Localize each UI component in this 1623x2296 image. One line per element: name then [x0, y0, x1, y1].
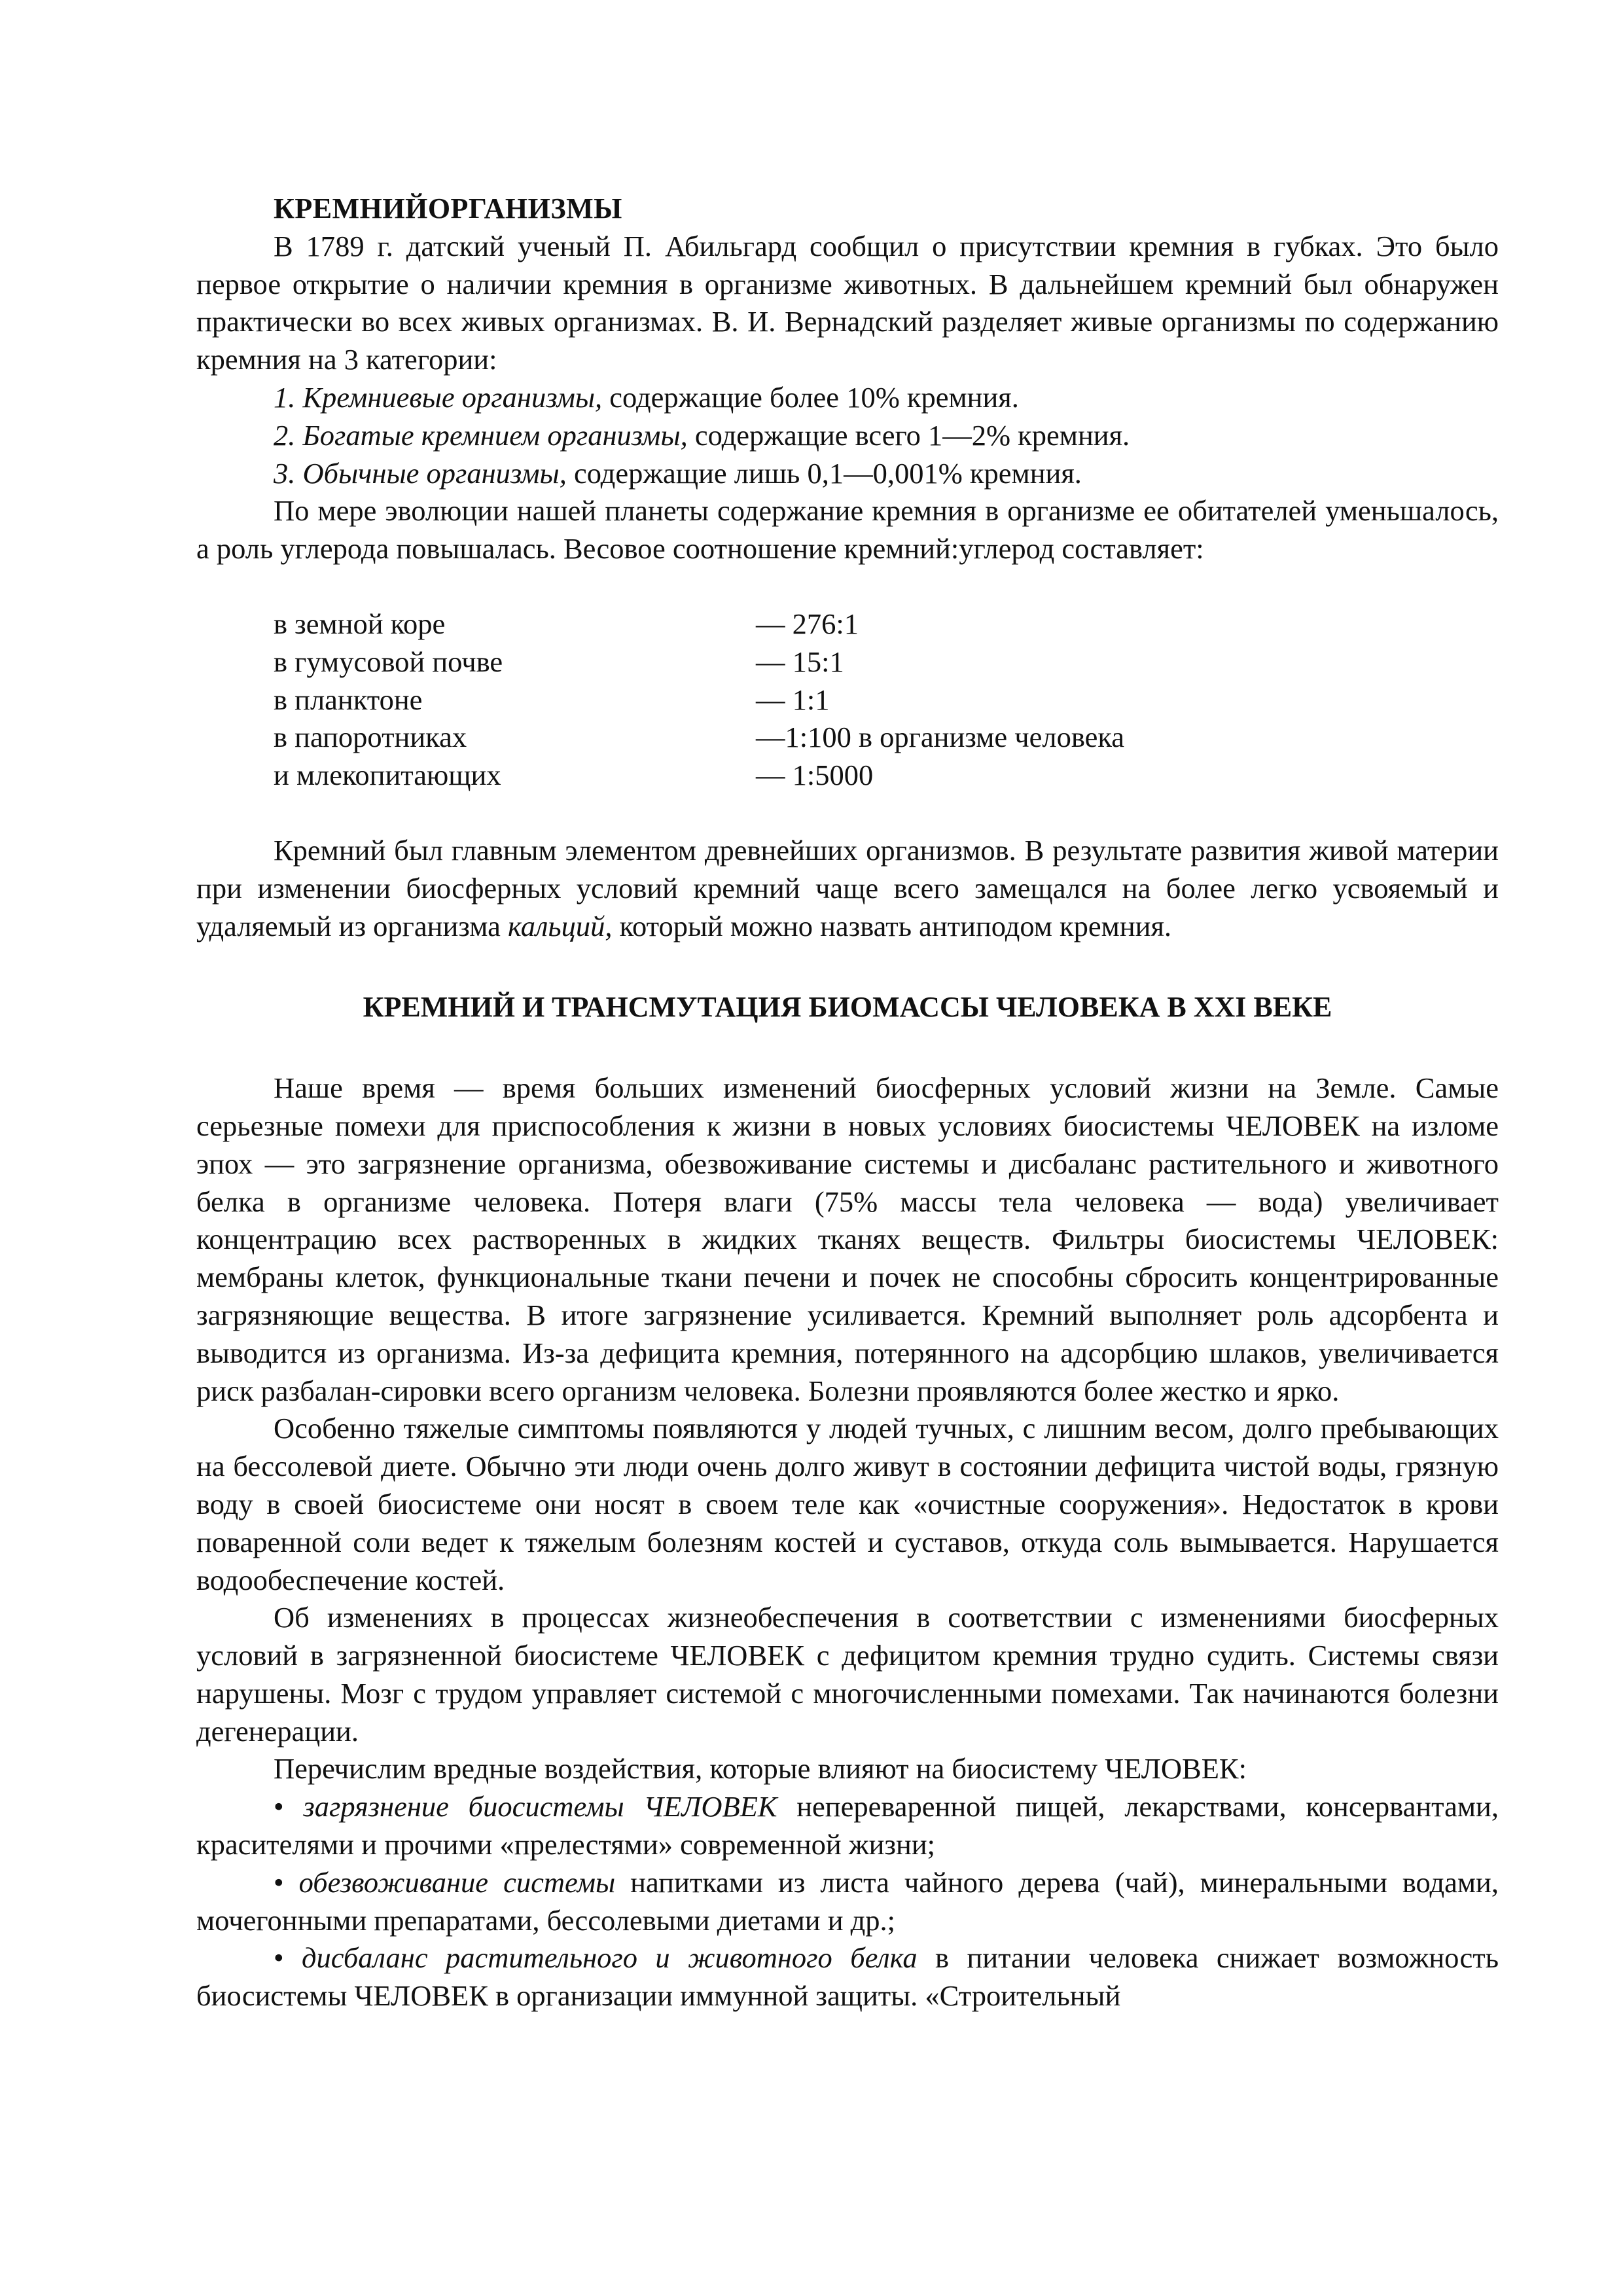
ratio-value: — 276:1	[756, 607, 859, 640]
category-text: содержащие лишь 0,1—0,001% кремния.	[566, 456, 1082, 490]
bullet-item	[196, 1864, 1499, 1940]
category-text: содержащие всего 1—2% кремния.	[687, 418, 1130, 452]
bullet-term: дисбаланс растительного и животного белка	[302, 1941, 918, 1975]
category-text: содержащие более 10% кремния.	[602, 380, 1019, 414]
ratio-label: в земной коре	[274, 607, 446, 640]
bullet-text: напитками из листа чайного дерева (чай), минеральными водами, мочегонными препаратами, бессолевыми диетами и др.;	[196, 1865, 1499, 1937]
section-title-silicon-organisms: КРЕМНИЙОРГАНИЗМЫ	[274, 192, 622, 224]
bullet-term: обезвоживание системы	[298, 1865, 616, 1899]
category-term: 2. Богатые кремнием организмы,	[274, 418, 688, 452]
evolution-paragraph: По мере эволюции нашей планеты содержание кремния в организме ее обитателей уменьшалось, а роль углерода повышалась. Весовое соотношение кремний:углерод составляет:	[196, 494, 1499, 565]
bullet-mark: •	[274, 1941, 302, 1975]
ratio-row	[274, 643, 1124, 681]
bullet-text: непереваренной пищей, лекарствами, консервантами, красителями и прочими «прелестями» современной жизни;	[196, 1790, 1499, 1861]
bullet-term: загрязнение биосистемы ЧЕЛОВЕК	[303, 1790, 777, 1823]
ratio-row	[274, 605, 1124, 643]
ratio-value: — 1:1	[756, 683, 830, 716]
calcium-term: кальций,	[508, 909, 613, 942]
ratio-label: в папоротниках	[274, 721, 467, 754]
intro-paragraph: В 1789 г. датский ученый П. Абильгард сообщил о присутствии кремния в губках. Это было первое открытие о наличии кремния в организме животных. В дальнейшем кремний был обнаружен практически во всех живых организмах. В. И. Вернадский разделяет живые организмы по содержанию кремния на 3 категории:	[196, 229, 1499, 376]
ratio-table	[274, 605, 1124, 795]
category-term: 1. Кремниевые организмы,	[274, 380, 603, 414]
ratio-label: в планктоне	[274, 683, 423, 716]
bullet-item	[196, 1788, 1499, 1864]
section-title-transmutation: КРЕМНИЙ И ТРАНСМУТАЦИЯ БИОМАССЫ ЧЕЛОВЕКА В XXI ВЕКЕ	[363, 991, 1332, 1024]
bullet-text: в питании человека снижает возможность биосистемы ЧЕЛОВЕК в организации иммунной защиты. «Строительный	[196, 1941, 1499, 2013]
body-paragraph: Особенно тяжелые симптомы появляются у людей тучных, с лишним весом, долго пребывающих на бессолевой диете. Обычно эти люди очень долго живут в состоянии дефицита чистой воды, грязную воду в своей биосистеме они носят в своем теле как «очистные сооружения». Недостаток в крови поваренной соли ведет к тяжелым болезням костей и суставов, откуда соль вымывается. Нарушается водообеспечение костей.	[196, 1412, 1499, 1596]
bullet-item	[196, 1939, 1499, 2015]
category-item	[196, 417, 1499, 455]
category-term: 3. Обычные организмы,	[274, 456, 567, 490]
document-page	[196, 190, 1499, 2015]
conclusion-text-end: который можно назвать антиподом кремния.	[612, 909, 1172, 942]
conclusion-paragraph	[196, 832, 1499, 945]
ratio-value: —1:100 в организме человека	[756, 721, 1125, 754]
category-item	[196, 379, 1499, 417]
ratio-row	[274, 681, 1124, 719]
ratio-row	[274, 757, 1124, 795]
conclusion-text: Кремний был главным элементом древнейших организмов. В результате развития живой материи при изменении биосферных условий кремний чаще всего замещался на более легко усвояемый и удаляемый из организма	[196, 833, 1499, 942]
body-paragraph: Перечислим вредные воздействия, которые влияют на биосистему ЧЕЛОВЕК:	[274, 1752, 1247, 1785]
ratio-label: и млекопитающих	[274, 759, 501, 792]
ratio-value: — 15:1	[756, 645, 844, 678]
ratio-row	[274, 719, 1124, 757]
ratio-label: в гумусовой почве	[274, 645, 503, 678]
bullet-mark: •	[274, 1865, 299, 1899]
body-paragraph: Об изменениях в процессах жизнеобеспечения в соответствии с изменениями биосферных условий в загрязненной биосистеме ЧЕЛОВЕК с дефицитом кремния трудно судить. Системы связи нарушены. Мозг с трудом управляет системой с многочисленными помехами. Так начинаются болезни дегенерации.	[196, 1601, 1499, 1748]
ratio-value: — 1:5000	[756, 759, 874, 792]
bullet-mark: •	[274, 1790, 304, 1823]
category-item	[196, 455, 1499, 493]
body-paragraph: Наше время — время больших изменений биосферных условий жизни на Земле. Самые серьезные помехи для приспособления к жизни в новых условиях биосистемы ЧЕЛОВЕК на изломе эпох — это загрязнение организма, обезвоживание системы и дисбаланс растительного и животного белка в организме человека. Потеря влаги (75% массы тела человека — вода) увеличивает концентрацию всех растворенных в жидких тканях веществ. Фильтры биосистемы ЧЕЛОВЕК: мембраны клеток, функциональные ткани печени и почек не способны сбросить концентрированные загрязняющие вещества. В итоге загрязнение усиливается. Кремний выполняет роль адсорбента и выводится из организма. Из-за дефицита кремния, потерянного на адсорбцию шлаков, увеличивается риск разбалан-сировки всего организм человека. Болезни проявляются более жестко и ярко.	[196, 1071, 1499, 1407]
